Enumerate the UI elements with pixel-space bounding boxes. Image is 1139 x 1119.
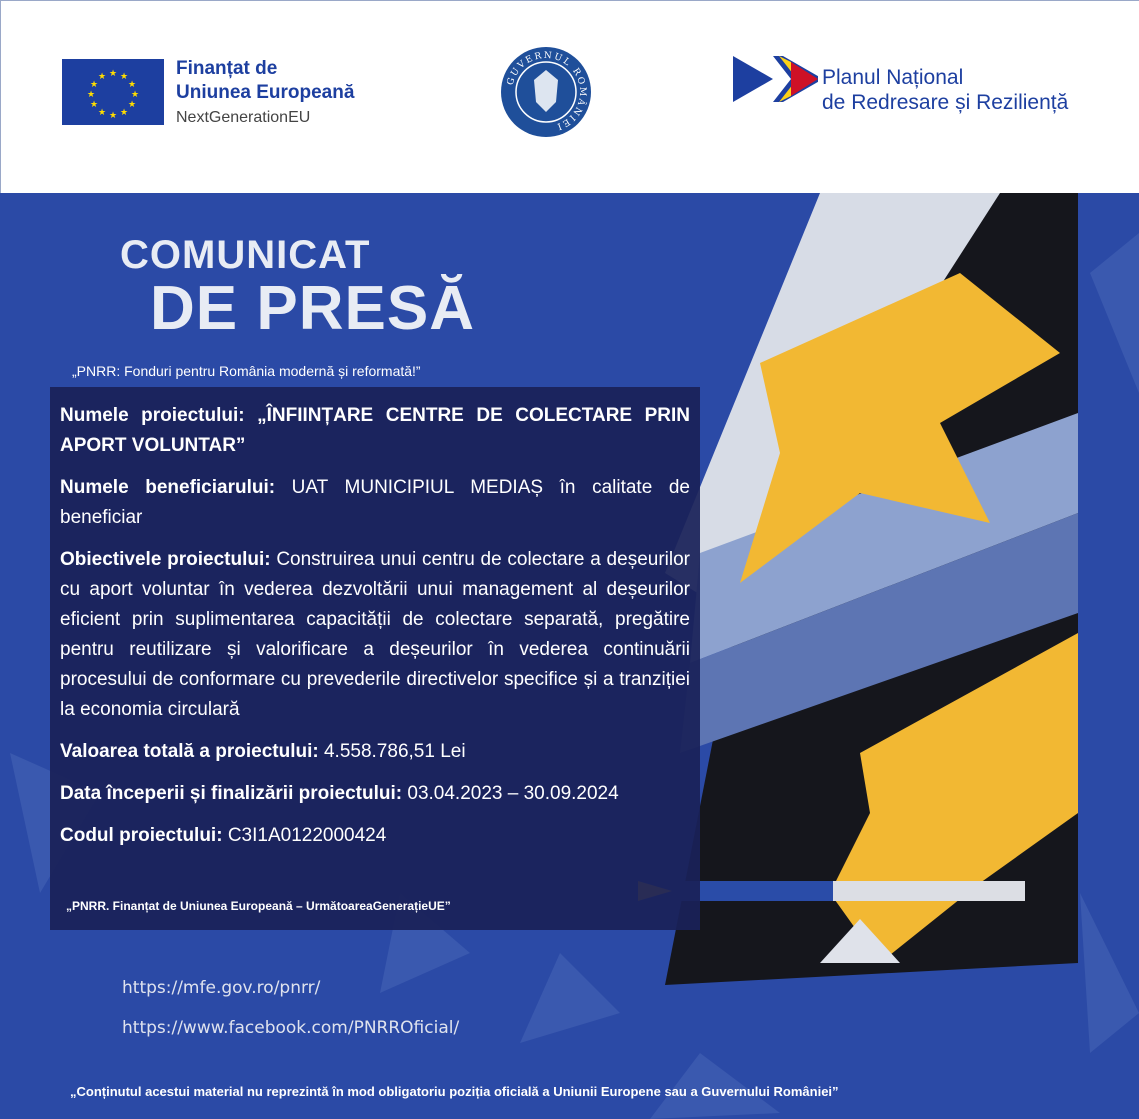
dates — [60, 779, 690, 809]
box-footer: „PNRR. Finanțat de Uniunea Europeană – UrmătoareaGenerațieUE” — [66, 899, 451, 913]
eu-funding-text — [176, 57, 354, 105]
field-value: 03.04.2023 – 30.09.2024 — [402, 783, 619, 804]
svg-text:★: ★ — [89, 99, 99, 109]
field-label: Data începerii și finalizării proiectului: — [60, 783, 403, 804]
pnrr-line2: de Redresare și Reziliență — [822, 91, 1069, 114]
eu-flag-logo — [62, 59, 164, 125]
svg-text:★: ★ — [127, 99, 137, 109]
field-label: Numele proiectului: — [60, 405, 245, 426]
svg-text:★: ★ — [86, 89, 96, 99]
next-generation-eu: NextGenerationEU — [176, 109, 311, 126]
svg-text:★: ★ — [119, 71, 129, 81]
field-value: Construirea unui centru de colectare a deșeurilor cu aport voluntar în vederea dezvoltării unui management al deșeurilor eficient prin suplimentarea capacității de colectare separată, pregătire pentru reutilizare și valorificare a deșeurilor în vederea continuării procesului de conformare cu prevederile directivelor specifice și a tranziției la economia circulară — [60, 549, 690, 720]
field-label: Obiectivele proiectului: — [60, 549, 271, 570]
svg-text:★: ★ — [108, 110, 118, 120]
svg-text:★: ★ — [119, 107, 129, 117]
beneficiary — [60, 473, 690, 533]
field-label: Valoarea totală a proiectului: — [60, 741, 319, 762]
field-value: C3I1A0122000424 — [222, 825, 387, 846]
svg-text:★: ★ — [108, 68, 118, 78]
pnrr-line1: Planul Național — [822, 66, 964, 89]
field-value: 4.558.786,51 Lei — [318, 741, 466, 762]
government-seal-logo — [500, 46, 592, 138]
press-release-panel — [0, 193, 1139, 1119]
project-code — [60, 821, 690, 851]
field-label: Numele beneficiarului: — [60, 477, 276, 498]
project-info-box — [50, 387, 700, 930]
field-value: UAT MUNICIPIUL MEDIAȘ în calitate de beneficiar — [60, 477, 690, 528]
title-de-presa: DE PRESĂ — [150, 274, 475, 343]
svg-text:★: ★ — [97, 107, 107, 117]
total-value — [60, 737, 690, 767]
link-mfe[interactable]: https://mfe.gov.ro/pnrr/ — [122, 978, 321, 998]
pnrr-title — [822, 65, 1068, 115]
slogan: „PNRR: Fonduri pentru România modernă și reformată!” — [72, 363, 421, 379]
title-comunicat: COMUNICAT — [120, 233, 371, 277]
svg-text:★: ★ — [97, 71, 107, 81]
field-label: Codul proiectului: — [60, 825, 223, 846]
eu-line2: Uniunea Europeană — [176, 82, 355, 103]
project-name — [60, 401, 690, 461]
svg-text:★: ★ — [130, 89, 140, 99]
link-facebook[interactable]: https://www.facebook.com/PNRROficial/ — [122, 1018, 460, 1038]
objectives — [60, 545, 690, 725]
header — [0, 0, 1139, 193]
svg-text:★: ★ — [127, 79, 137, 89]
eu-line1: Finanțat de — [176, 58, 278, 79]
svg-text:GUVERNUL ROMÂNIEI: GUVERNUL ROMÂNIEI — [505, 50, 588, 132]
svg-text:★: ★ — [89, 79, 99, 89]
pnrr-logo-icon — [733, 56, 818, 102]
disclaimer: „Conținutul acestui material nu reprezintă în mod obligatoriu poziția oficială a Uniunii Europene sau a Guvernului României” — [70, 1084, 839, 1099]
field-value: „ÎNFIINȚARE CENTRE DE COLECTARE PRIN APORT VOLUNTAR” — [60, 405, 690, 456]
